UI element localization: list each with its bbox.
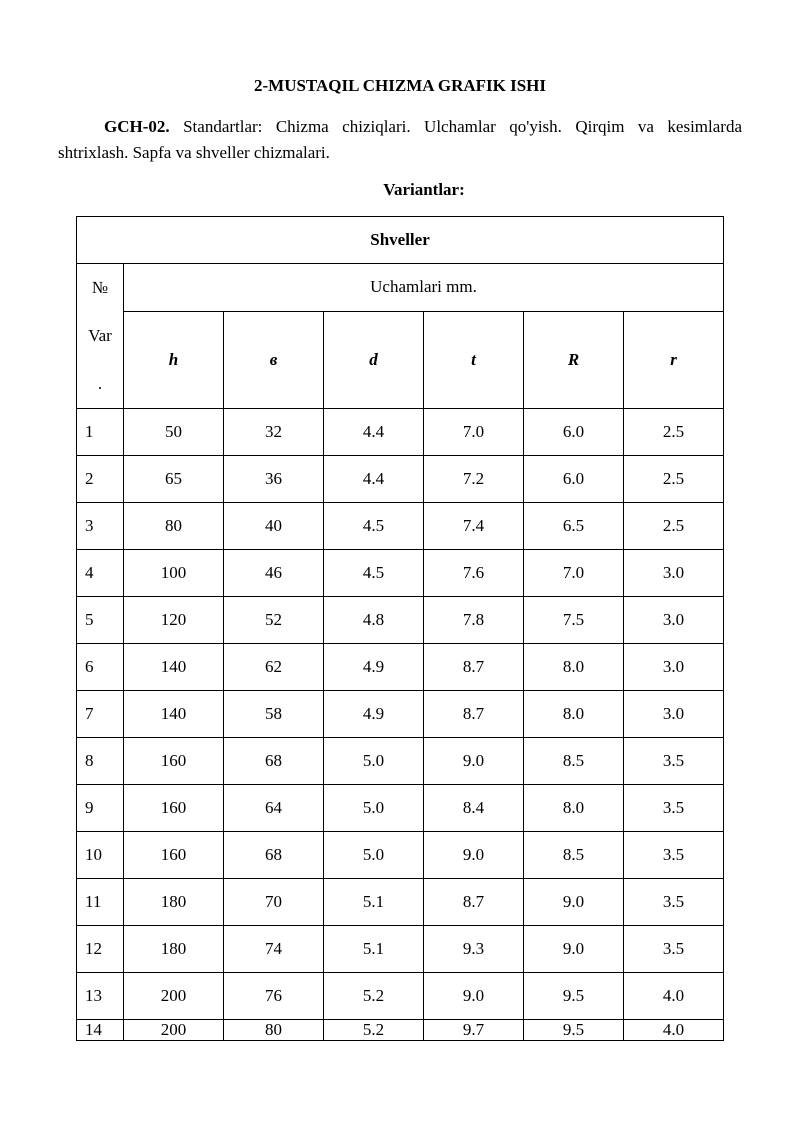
variant-number-cell: 10 [77,832,124,879]
table-cell: 7.5 [524,597,624,644]
variant-number-cell: 1 [77,409,124,456]
table-row [77,644,724,691]
intro-paragraph [58,114,742,166]
table-row [77,785,724,832]
table-cell: 4.0 [624,1020,724,1041]
variant-number-cell: 12 [77,926,124,973]
variant-number-cell: 6 [77,644,124,691]
table-cell: 9.0 [424,738,524,785]
table-cell: 9.0 [424,973,524,1020]
table-cell: 160 [124,832,224,879]
table-cell: 7.0 [524,550,624,597]
table-row [77,879,724,926]
table-cell: 80 [224,1020,324,1041]
variant-number-cell: 2 [77,456,124,503]
table-row [77,1020,724,1041]
table-cell: 3.5 [624,926,724,973]
table-cell: 160 [124,738,224,785]
table-cell: 7.8 [424,597,524,644]
table-cell: 140 [124,691,224,738]
column-header-R: R [524,311,624,408]
table-cell: 6.5 [524,503,624,550]
intro-lead: GCH-02. [104,117,170,136]
column-header-h: h [124,311,224,408]
table-row [77,691,724,738]
table-cell: 9.0 [524,926,624,973]
table-cell: 2.5 [624,503,724,550]
table-cell: 76 [224,973,324,1020]
variant-number-cell: 13 [77,973,124,1020]
table-cell: 52 [224,597,324,644]
table-caption-row [77,217,724,264]
variant-number-cell: 5 [77,597,124,644]
table-cell: 5.1 [324,879,424,926]
number-sign: № [91,278,109,297]
table-cell: 7.0 [424,409,524,456]
table-cell: 9.5 [524,973,624,1020]
variant-number-cell: 14 [77,1020,124,1041]
table-cell: 36 [224,456,324,503]
intro-text: Standartlar: Chizma chiziqlari. Ulchamlar qo'yish. Qirqim va kesimlarda shtrixlash. Sapfa va shveller chizmalari. [58,117,742,162]
table-cell: 8.0 [524,691,624,738]
table-cell: 74 [224,926,324,973]
column-header-d: d [324,311,424,408]
table-cell: 68 [224,738,324,785]
table-cell: 8.4 [424,785,524,832]
table-cell: 5.0 [324,738,424,785]
table-cell: 120 [124,597,224,644]
table-cell: 50 [124,409,224,456]
table-column-headers [77,311,724,408]
variants-heading: Variantlar: [383,180,465,199]
table-cell: 9.5 [524,1020,624,1041]
table-cell: 9.0 [424,832,524,879]
table-cell: 4.9 [324,691,424,738]
table-cell: 3.0 [624,691,724,738]
table-row [77,503,724,550]
table-cell: 2.5 [624,456,724,503]
table-cell: 200 [124,1020,224,1041]
table-cell: 58 [224,691,324,738]
table-cell: 180 [124,926,224,973]
column-header-r: r [624,311,724,408]
variant-number-cell: 8 [77,738,124,785]
table-row [77,550,724,597]
column-header-b: в [224,311,324,408]
table-cell: 4.0 [624,973,724,1020]
table-cell: 40 [224,503,324,550]
table-cell: 62 [224,644,324,691]
dimensions-header: Uchamlari mm. [124,264,724,312]
var-label: Var [88,326,112,345]
table-cell: 5.1 [324,926,424,973]
table-cell: 3.5 [624,879,724,926]
table-row [77,832,724,879]
table-cell: 7.4 [424,503,524,550]
column-header-t: t [424,311,524,408]
table-cell: 3.5 [624,738,724,785]
table-cell: 80 [124,503,224,550]
variant-number-cell: 4 [77,550,124,597]
table-cell: 140 [124,644,224,691]
table-cell: 6.0 [524,409,624,456]
table-cell: 2.5 [624,409,724,456]
table-cell: 7.2 [424,456,524,503]
shveller-table [76,216,724,1041]
table-cell: 5.2 [324,973,424,1020]
table-cell: 200 [124,973,224,1020]
table-cell: 46 [224,550,324,597]
table-cell: 64 [224,785,324,832]
table-row [77,973,724,1020]
table-cell: 4.5 [324,503,424,550]
table-cell: 6.0 [524,456,624,503]
table-cell: 4.9 [324,644,424,691]
table-cell: 32 [224,409,324,456]
table-cell: 8.7 [424,879,524,926]
table-cell: 9.0 [524,879,624,926]
table-cell: 4.4 [324,409,424,456]
table-cell: 68 [224,832,324,879]
table-cell: 8.7 [424,644,524,691]
table-cell: 7.6 [424,550,524,597]
table-caption: Shveller [77,217,724,264]
table-cell: 9.7 [424,1020,524,1041]
variant-number-cell: 9 [77,785,124,832]
table-cell: 3.0 [624,597,724,644]
table-cell: 100 [124,550,224,597]
table-cell: 160 [124,785,224,832]
table-row [77,597,724,644]
table-cell: 5.2 [324,1020,424,1041]
table-dims-row [77,264,724,312]
table-cell: 4.5 [324,550,424,597]
table-cell: 8.0 [524,644,624,691]
table-cell: 3.5 [624,832,724,879]
table-cell: 5.0 [324,785,424,832]
variant-number-header [77,264,124,409]
document-title: 2-MUSTAQIL CHIZMA GRAFIK ISHI [253,76,547,95]
table-cell: 3.0 [624,644,724,691]
variant-number-cell: 11 [77,879,124,926]
table-cell: 70 [224,879,324,926]
table-cell: 8.7 [424,691,524,738]
table-row [77,409,724,456]
table-row [77,456,724,503]
variant-number-cell: 7 [77,691,124,738]
table-cell: 3.5 [624,785,724,832]
table-cell: 4.8 [324,597,424,644]
table-cell: 8.5 [524,832,624,879]
table-cell: 3.0 [624,550,724,597]
table-cell: 65 [124,456,224,503]
var-dot: . [97,374,103,393]
table-cell: 8.5 [524,738,624,785]
table-cell: 9.3 [424,926,524,973]
table-cell: 4.4 [324,456,424,503]
table-row [77,738,724,785]
variant-number-cell: 3 [77,503,124,550]
table-cell: 180 [124,879,224,926]
table-row [77,926,724,973]
table-cell: 8.0 [524,785,624,832]
table-cell: 5.0 [324,832,424,879]
